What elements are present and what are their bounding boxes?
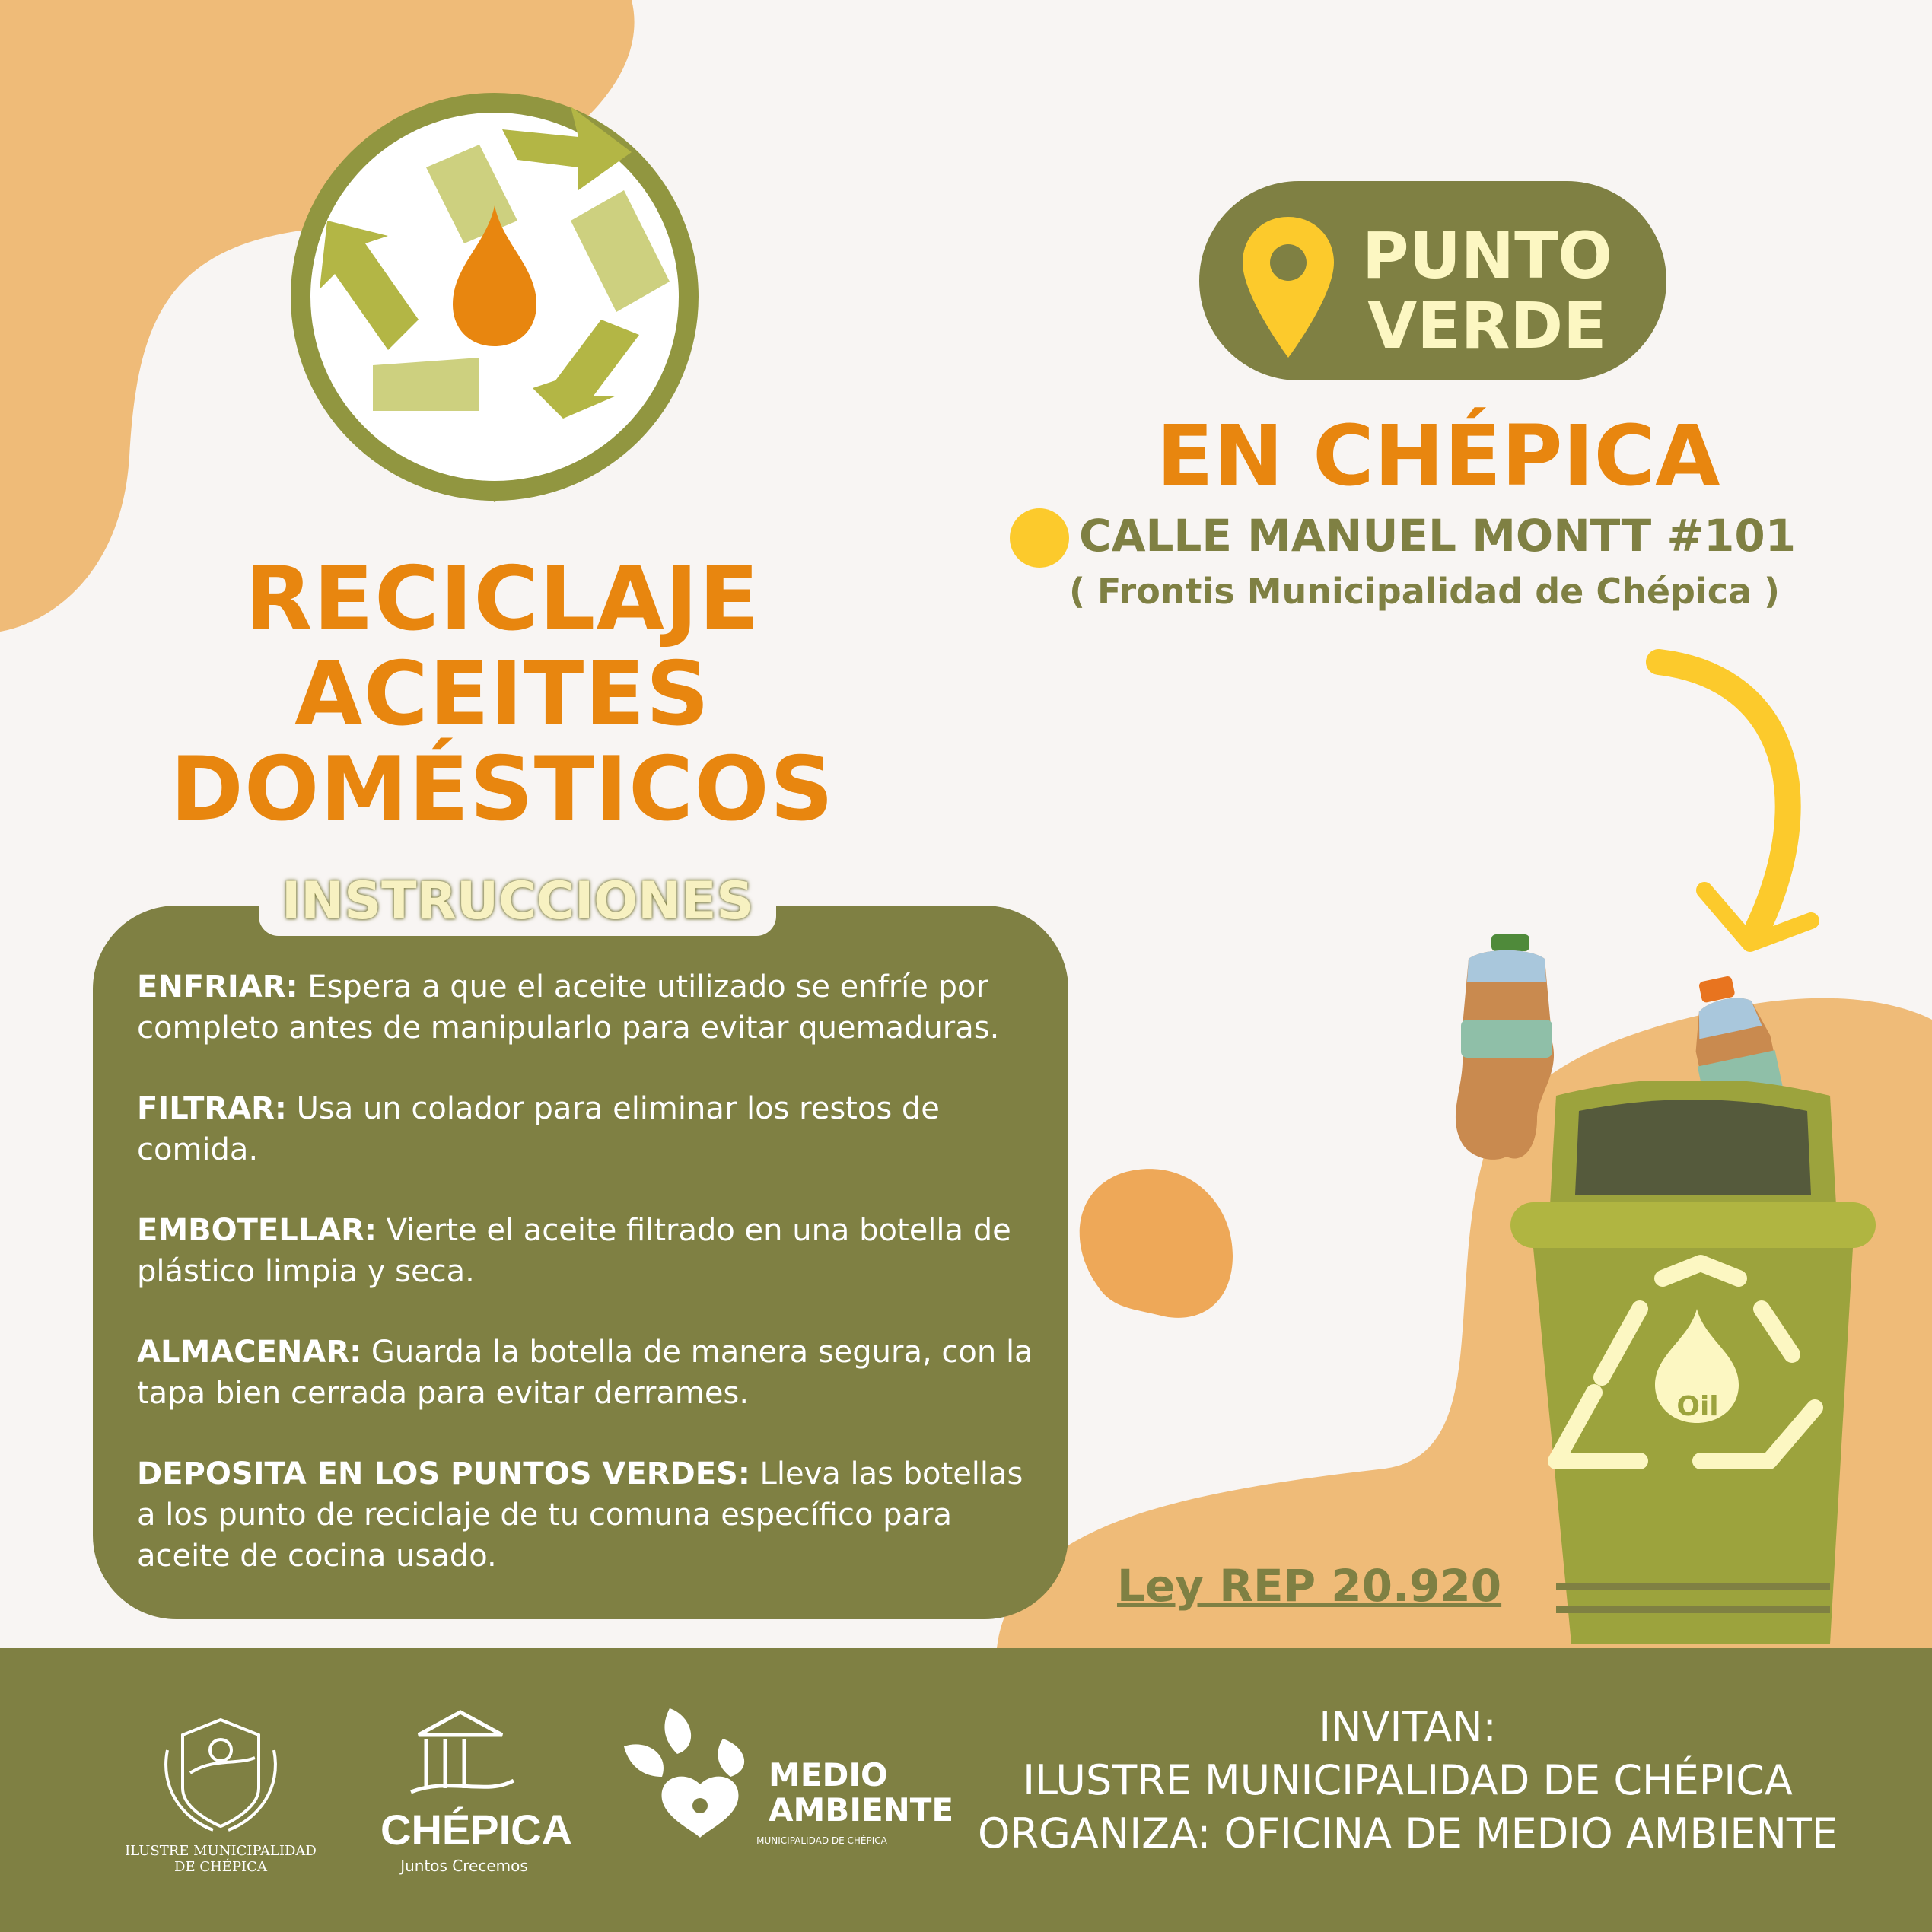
instruction-item xyxy=(137,1453,1050,1577)
recycling-bin-icon xyxy=(1510,1081,1876,1659)
medio-label: MEDIO xyxy=(769,1756,888,1794)
medio-ambiente-leaf-heart-logo xyxy=(609,1693,769,1845)
bin-label: Oil xyxy=(1676,1391,1719,1422)
crest-caption-line-1: ILUSTRE MUNICIPALIDAD xyxy=(125,1843,317,1859)
address-reference: ( Frontis Municipalidad de Chépica ) xyxy=(1069,571,1781,612)
instruction-item xyxy=(137,1332,1050,1414)
instructions-heading: INSTRUCCIONES xyxy=(259,867,776,936)
law-reference: Ley REP 20.920 xyxy=(1117,1560,1502,1612)
chepica-logo-name: CHÉPICA xyxy=(380,1806,573,1854)
instructions-list xyxy=(137,966,1050,1616)
chepica-logo-tagline: Juntos Crecemos xyxy=(400,1857,528,1875)
instruction-label: ENFRIAR: xyxy=(137,969,298,1004)
footer-credits xyxy=(913,1701,1902,1860)
medio-ambiente-caption: MUNICIPALIDAD DE CHÉPICA xyxy=(756,1835,887,1846)
instruction-text: Usa un colador para eliminar los restos de comida. xyxy=(137,1091,940,1167)
verde-label: VERDE xyxy=(1367,288,1607,363)
municipal-crest-logo xyxy=(152,1704,289,1834)
bullet-dot-icon xyxy=(1010,508,1069,568)
instruction-item xyxy=(137,966,1050,1049)
title-line-1: RECICLAJE xyxy=(244,548,760,651)
invitan-value: ILUSTRE MUNICIPALIDAD DE CHÉPICA xyxy=(1023,1756,1793,1804)
instruction-text: Guarda la botella de manera segura, con la tapa bien cerrada para evitar derrames. xyxy=(137,1335,1033,1411)
instruction-text: Lleva las botellas a los punto de reciclaje de tu comuna específico para aceite de cocina usado. xyxy=(137,1456,1023,1574)
punto-label: PUNTO xyxy=(1362,218,1612,293)
recycle-oil-icon xyxy=(274,91,715,502)
title-line-3: DOMÉSTICOS xyxy=(170,738,835,841)
crest-caption xyxy=(122,1843,320,1875)
organiza-line: ORGANIZA: OFICINA DE MEDIO AMBIENTE xyxy=(978,1809,1838,1857)
invitan-label: INVITAN: xyxy=(1319,1703,1497,1751)
main-title xyxy=(167,548,837,841)
location-title: EN CHÉPICA xyxy=(1156,407,1720,504)
title-line-2: ACEITES xyxy=(294,643,711,746)
address: CALLE MANUEL MONTT #101 xyxy=(1079,510,1797,562)
instruction-item xyxy=(137,1088,1050,1170)
punto-verde-text xyxy=(1362,218,1612,363)
instruction-text: Espera a que el aceite utilizado se enfríe por completo antes de manipularlo para evitar quemaduras. xyxy=(137,969,1000,1046)
instruction-text: Vierte el aceite filtrado en una botella de plástico limpia y seca. xyxy=(137,1213,1011,1289)
ambiente-label: AMBIENTE xyxy=(769,1791,954,1829)
instruction-label: DEPOSITA EN LOS PUNTOS VERDES: xyxy=(137,1456,750,1491)
instruction-label: EMBOTELLAR: xyxy=(137,1213,377,1248)
chepica-temple-logo xyxy=(403,1704,517,1811)
instruction-label: ALMACENAR: xyxy=(137,1335,362,1370)
instruction-item xyxy=(137,1210,1050,1292)
curved-arrow-icon xyxy=(1636,632,1864,966)
crest-caption-line-2: DE CHÉPICA xyxy=(174,1859,267,1875)
instruction-label: FILTRAR: xyxy=(137,1091,287,1126)
location-pin-icon xyxy=(1239,213,1338,365)
